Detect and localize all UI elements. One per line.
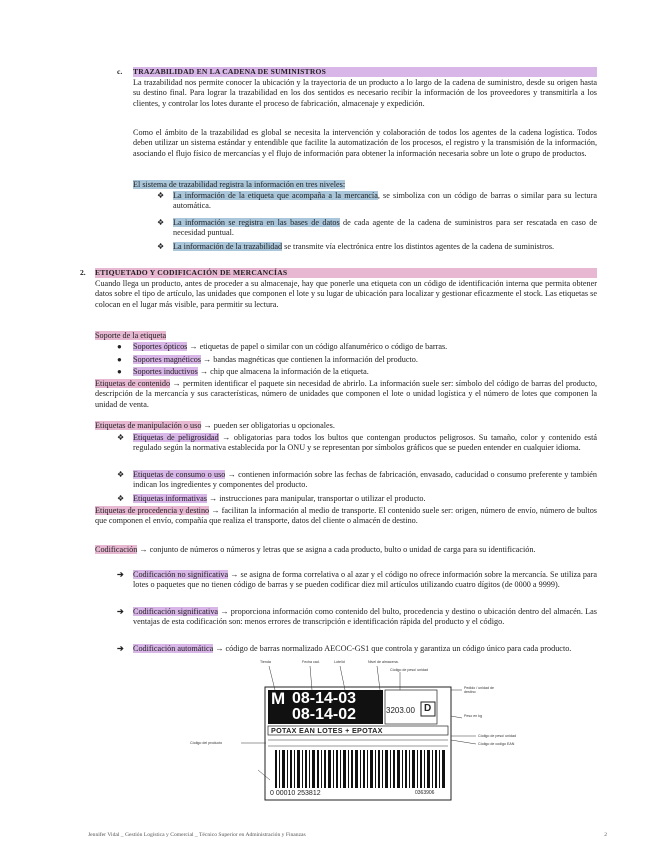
- arrow-bullet-icon: ➔: [117, 644, 124, 653]
- callout-lote: Lote/id: [334, 660, 345, 664]
- callout-codigo-peso: Código de peso/ unidad: [390, 668, 428, 672]
- label-brand-line: POTAX EAN LOTES + EPOTAX: [271, 726, 383, 735]
- footer-text: Jennifer Vidal _ Gestión Logística y Comercial _ Técnico Superior en Administración y Finanzas: [88, 832, 306, 838]
- page-footer: [88, 832, 607, 838]
- callout-tienda: Tienda: [260, 660, 271, 664]
- logistics-label-illustration: [190, 660, 610, 802]
- codificacion-item-1: Codificación no significativa → se asigna de forma correlativa o al azar y el código no ofrece información sobre la mercancía. Se utiliza para lotes o paquetes que no tienen código de barras y se pueden codificar diez mil artículos utilizando cuatro dígitos (de 0000 a 9999).: [133, 570, 597, 590]
- label-barcode-number: 0 00010 253812: [270, 790, 321, 797]
- manipulacion-item-2: Etiquetas de consumo o uso → contienen información sobre las fechas de fabricación, envasado, caducidad o consumo preferente y también indican los ingredientes y componentes del producto.: [133, 470, 598, 490]
- codificacion: Codificación → conjunto de números o números y letras que se asigna a cada producto, bulto o unidad de carga para su identificación.: [95, 545, 536, 554]
- diamond-bullet-icon: ❖: [157, 218, 165, 227]
- etiquetas-procedencia: Etiquetas de procedencia y destino → facilitan la información al medio de transporte. El contenido suele ser: origen, número de envío, número de bultos que componen el envío, compañía que realiza el transporte, datos del cliente o almacén de destino.: [95, 506, 597, 526]
- section-c-header: [133, 67, 597, 77]
- trazabilidad-item-2: La información se registra en las bases de datos de cada agente de la cadena de suministros para ser rescatada en caso de necesidad puntual.: [173, 218, 597, 238]
- section-2-title: ETIQUETADO Y CODIFICACIÓN DE MERCANCÍAS: [95, 268, 288, 277]
- etiquetas-manipulacion: Etiquetas de manipulación o uso → pueden ser obligatorias u opcionales.: [95, 421, 335, 430]
- callout-codigo-ean: Código de codigo EAN: [478, 742, 515, 746]
- section-2-header: [95, 268, 597, 278]
- section-2-intro: Cuando llega un producto, antes de proceder a su almacenaje, hay que ponerle una etiqueta con un código de identificación interna que permita obtener datos sobre el tipo de artículo, las unidades que componen el lote y su lugar de ubicación para localizar y gestionar eficazmente el stock. Las etiquetas se colocan en el lugar más visible, para permitir su lectura.: [95, 279, 597, 309]
- label-date-1: 08-14-03: [292, 690, 357, 707]
- diamond-bullet-icon: ❖: [117, 494, 125, 503]
- arrow-bullet-icon: ➔: [117, 570, 124, 579]
- soporte-item-1: Soportes ópticos → etiquetas de papel o similar con un código alfanumérico o código de barras.: [133, 342, 448, 351]
- etiquetas-contenido: Etiquetas de contenido → permiten identificar el paquete sin necesidad de abrirlo. La información suele ser: símbolo del código de barras del producto, descripción de la mercancía y sus características, número de unidades que componen el lote o unidad logística y el número de lotes que componen la unidad de venta.: [95, 379, 598, 409]
- dot-bullet-icon: ●: [117, 367, 122, 376]
- soporte-item-3: Soportes inductivos → chip que almacena la información de la etiqueta.: [133, 367, 369, 376]
- callout-nivel: Nivel de almacena.: [368, 660, 399, 664]
- section-2-number: 2.: [80, 268, 86, 277]
- callout-codigo-peso-2: Código de peso/ unidad: [478, 734, 516, 738]
- dot-bullet-icon: ●: [117, 355, 122, 364]
- codificacion-item-3: Codificación automática → código de barras normalizado AECOC-GS1 que controla y garantiza un código único para cada producto.: [133, 644, 572, 653]
- trazabilidad-item-1: La información de la etiqueta que acompaña a la mercancía, se simboliza con un código de barras o similar para su lectura automática.: [173, 191, 597, 211]
- label-barcode-number-2: 0363906: [415, 790, 435, 796]
- section-c-title: TRAZABILIDAD EN LA CADENA DE SUMINISTROS: [133, 67, 327, 76]
- page-number: 2: [604, 832, 607, 838]
- label-big-letter: M: [271, 689, 286, 708]
- label-box-letter: D: [424, 703, 432, 714]
- manipulacion-item-3: Etiquetas informativas → instrucciones para manipular, transportar o utilizar el producto.: [133, 494, 426, 503]
- manipulacion-item-1: Etiquetas de peligrosidad → obligatorias para todos los bultos que contengan productos peligrosos. Su tamaño, color y contenido está regulado según la normativa establecida por la ONU y se representan por símbolos gráficos que se pueden entender en cualquier idioma.: [133, 433, 598, 453]
- dot-bullet-icon: ●: [117, 342, 122, 351]
- label-small-number: 3203.00: [386, 706, 415, 715]
- callout-pedido: Pedido / unidad de destino: [464, 686, 494, 695]
- label-date-2: 08-14-02: [292, 706, 357, 723]
- diamond-bullet-icon: ❖: [157, 191, 165, 200]
- soporte-title: Soporte de la etiqueta: [95, 331, 167, 340]
- trazabilidad-item-3: La información de la trazabilidad se transmite vía electrónica entre los distintos agentes de la cadena de suministros.: [173, 242, 555, 251]
- callout-fecha: Fecha cad.: [302, 660, 320, 664]
- section-c-paragraph-3: El sistema de trazabilidad registra la información en tres niveles:: [133, 180, 346, 189]
- callout-codigo-producto: Código del producto: [190, 741, 223, 745]
- codificacion-item-2: Codificación significativa → proporciona información como contenido del bulto, procedencia y destino o ubicación dentro del almacén. Las ventajas de esta codificación son: menos errores de transcripción e identificación rápida del producto y el código.: [133, 607, 597, 627]
- diamond-bullet-icon: ❖: [117, 470, 125, 479]
- diamond-bullet-icon: ❖: [157, 242, 165, 251]
- soporte-item-2: Soportes magnéticos → bandas magnéticas que contienen la información del producto.: [133, 355, 418, 364]
- arrow-bullet-icon: ➔: [117, 607, 124, 616]
- section-c-letter: c.: [117, 67, 123, 76]
- diamond-bullet-icon: ❖: [117, 433, 125, 442]
- section-c-paragraph-1: La trazabilidad nos permite conocer la ubicación y la trayectoria de un producto a lo largo de la cadena de suministro, desde su origen hasta su destino final. Para lograr la trazabilidad en los dos sentidos es necesario recibir la información de los proveedores y transmitirla a los clientes, y controlar los lotes durante el proceso de fabricación, almacenaje y expedición.: [133, 78, 597, 108]
- callout-peso-kg: Peso en kg: [464, 714, 482, 718]
- section-c-paragraph-2: Como el ámbito de la trazabilidad es global se necesita la intervención y colaboración de todos los agentes de la cadena logística. Todos deben utilizar un sistema estándar y entendible que facilite la automatización de los procesos, el registro y la transmisión de la información, asociando el flujo físico de mercancías y el flujo de información para obtener la información necesaria sobre un lote o grupo de productos.: [133, 128, 597, 158]
